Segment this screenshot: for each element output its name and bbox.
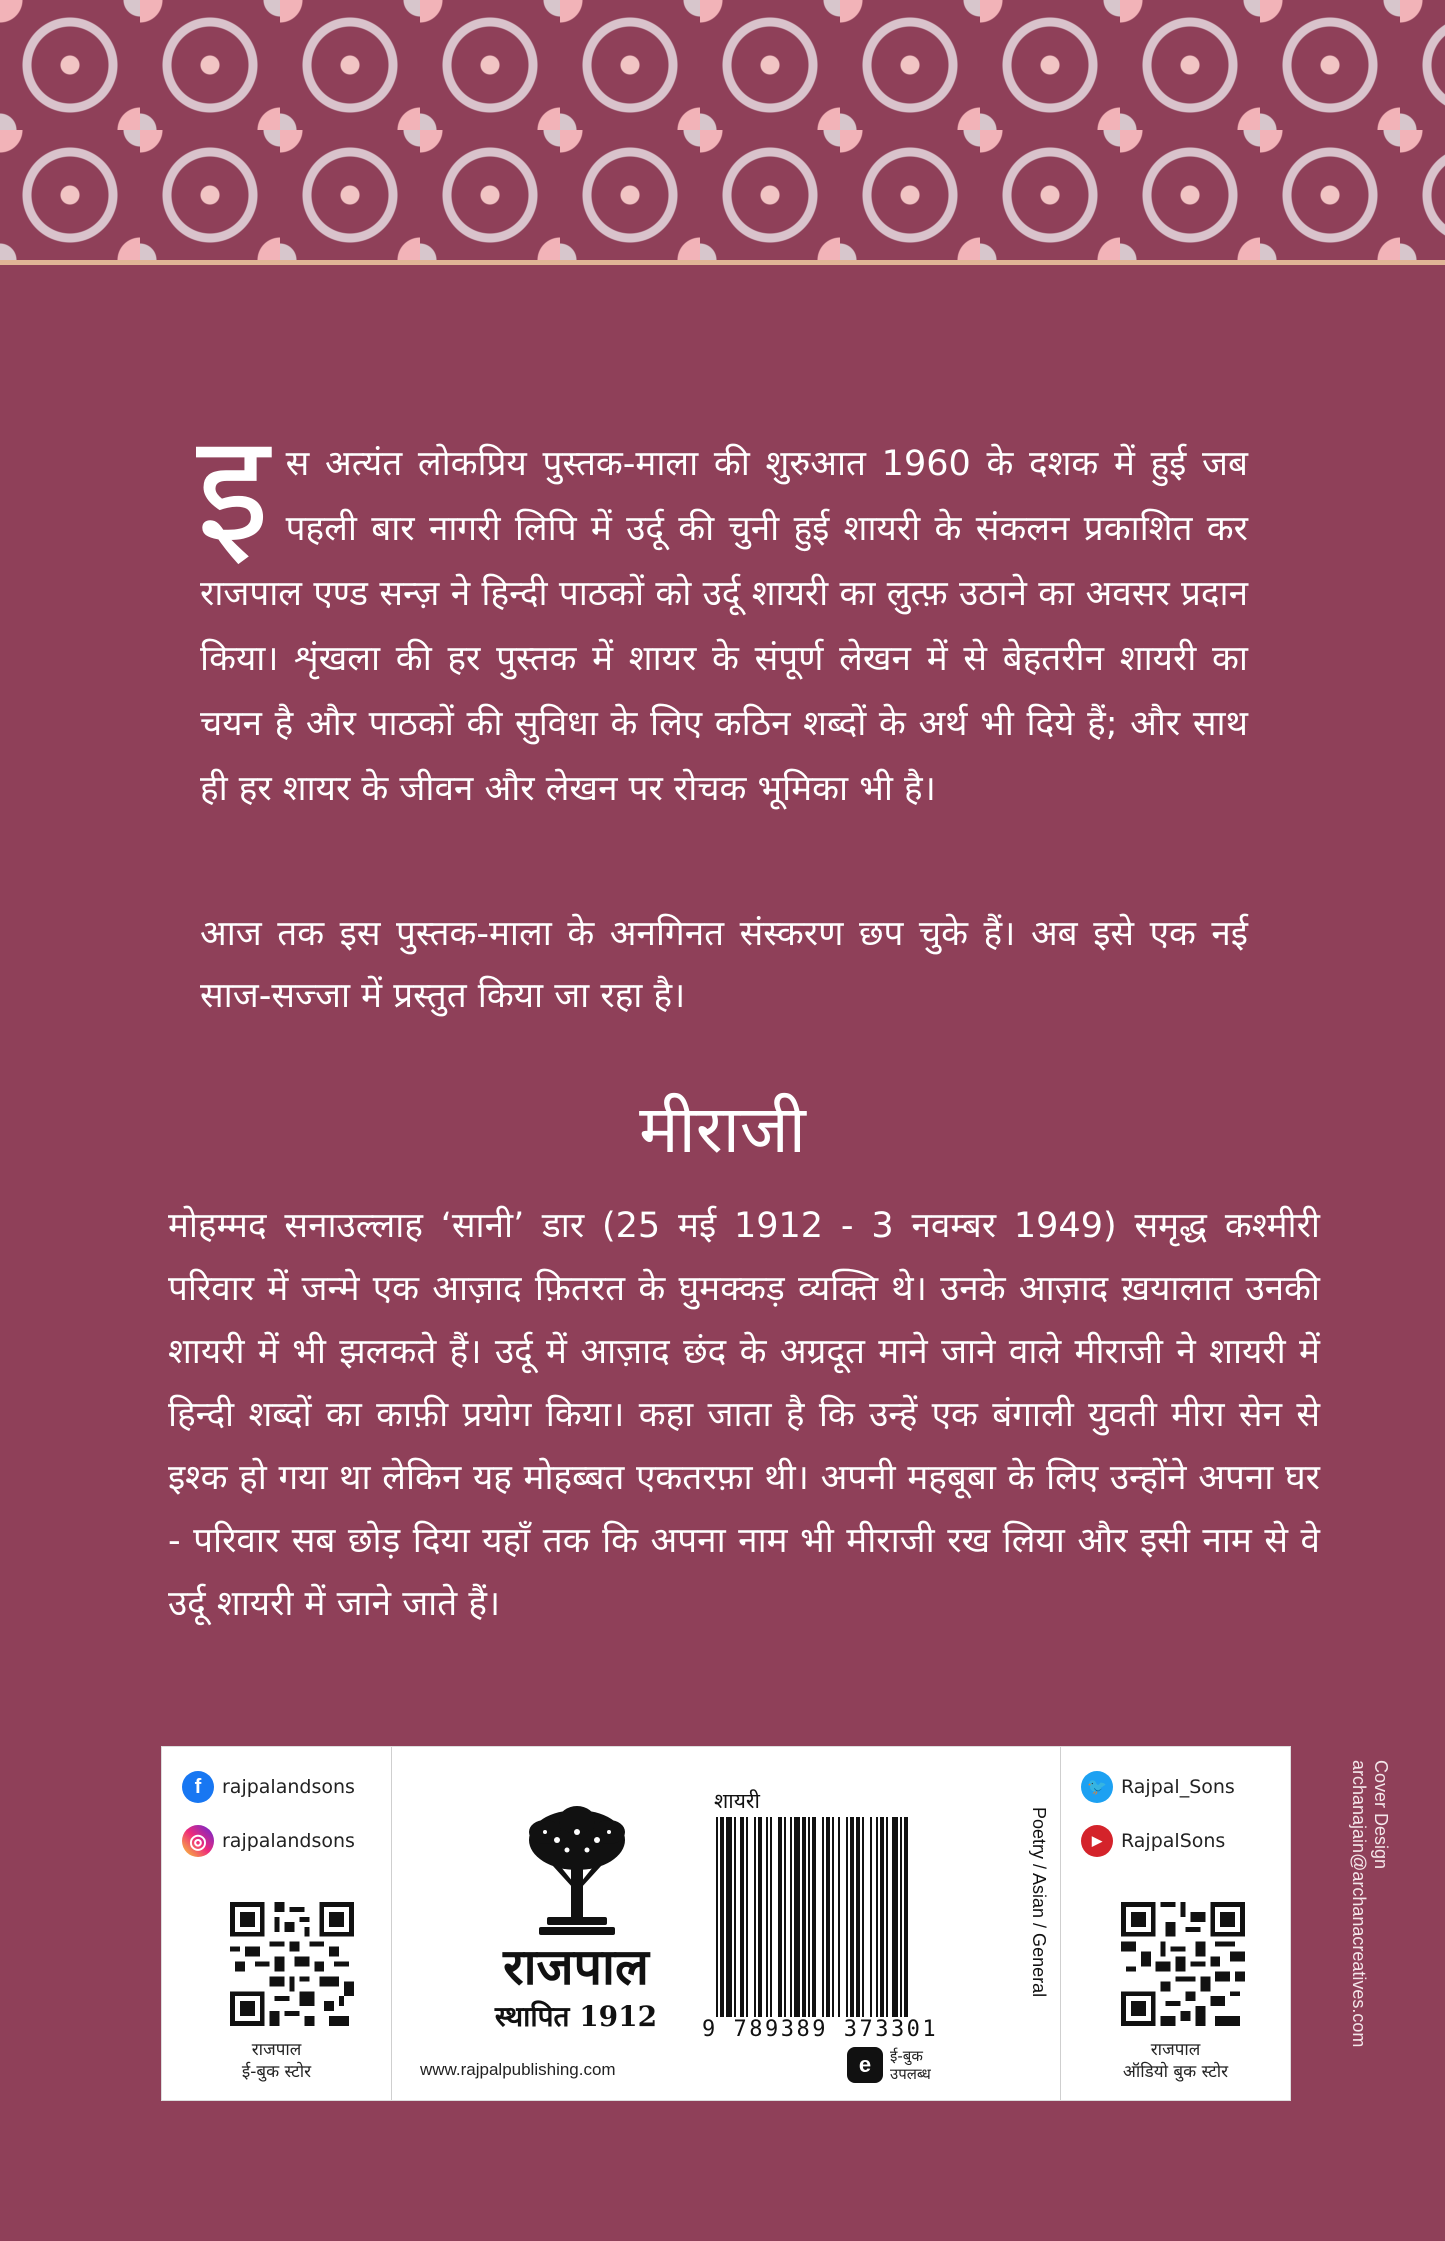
audiobook-store-qr-code[interactable] xyxy=(1121,1902,1245,2026)
ebook-store-label-line2: ई-बुक स्टोर xyxy=(241,2062,312,2082)
cover-design-label: Cover Design xyxy=(1371,1760,1391,1870)
pattern-divider xyxy=(0,260,1445,265)
facebook-link[interactable] xyxy=(182,1771,355,1803)
publisher-logo-wordmark: राजपाल xyxy=(503,1938,649,1996)
back-cover-info-panel xyxy=(162,1747,1290,2100)
ebook-available-label xyxy=(890,2047,931,2083)
genre-label: शायरी xyxy=(714,1789,760,1813)
twitter-icon: 🐦 xyxy=(1081,1771,1113,1803)
youtube-handle: RajpalSons xyxy=(1121,1830,1226,1852)
ebook-available-icon: e xyxy=(847,2047,883,2083)
twitter-handle: Rajpal_Sons xyxy=(1121,1776,1235,1798)
cover-designer-email: archanajain@archanacreatives.com xyxy=(1349,1760,1369,2048)
publisher-established: स्थापित 1912 xyxy=(494,2000,658,2033)
ebook-store-label xyxy=(162,2039,391,2083)
instagram-link[interactable] xyxy=(182,1825,355,1857)
drop-cap: इ xyxy=(196,402,270,576)
isbn-barcode xyxy=(714,1817,1004,2017)
cover-design-credit xyxy=(1348,1760,1392,2047)
author-bio: मोहम्मद सनाउल्लाह ‘सानी’ डार (25 मई 1912 - 3 नवम्बर 1949) समृद्ध कश्मीरी परिवार में जन्मे एक आज़ाद फ़ितरत के घुमक्कड़ व्यक्ति थे। उनके आज़ाद ख़यालात उनकी शायरी में भी झलकते हैं। उर्दू में आज़ाद छंद के अग्रदूत माने जाने वाले मीराजी ने शायरी में हिन्दी शब्दों का काफ़ी प्रयोग किया। कहा जाता है कि उन्हें एक बंगाली युवती मीरा सेन से इश्क हो गया था लेकिन यह मोहब्बत एकतरफ़ा थी। अपनी महबूबा के लिए उन्होंने अपना घर - परिवार सब छोड़ दिया यहाँ तक कि अपना नाम भी मीराजी रख लिया और इसी नाम से वे उर्दू शायरी में जाने जाते हैं। xyxy=(168,1206,1320,1624)
audiobook-store-label xyxy=(1061,2039,1290,2083)
intro-paragraph-text: स अत्यंत लोकप्रिय पुस्तक-माला की शुरुआत 1960 के दशक में हुई जब पहली बार नागरी लिपि में उर्दू की चुनी हुई शायरी के संकलन प्रकाशित कर राजपाल एण्ड सन्ज़ ने हिन्दी पाठकों को उर्दू शायरी का लुत्फ़ उठाने का अवसर प्रदान किया। शृंखला की हर पुस्तक में शायर के संपूर्ण लेखन में से बेहतरीन शायरी का चयन है और पाठकों की सुविधा के लिए कठिन शब्दों के अर्थ भी दिये हैं; और साथ ही हर शायर के जीवन और लेखन पर रोचक भूमिका भी है। xyxy=(200,444,1248,809)
twitter-link[interactable] xyxy=(1081,1771,1235,1803)
intro-paragraph xyxy=(196,402,1248,822)
intro-paragraph-2: आज तक इस पुस्तक-माला के अनगिनत संस्करण छप चुके हैं। अब इसे एक नई साज-सज्जा में प्रस्तुत किया जा रहा है। xyxy=(200,914,1248,1016)
ebook-available-line2: उपलब्ध xyxy=(890,2065,931,2083)
ebook-store-qr-code[interactable] xyxy=(230,1902,354,2026)
ebook-store-label-line1: राजपाल xyxy=(251,2040,302,2060)
youtube-link[interactable] xyxy=(1081,1825,1225,1857)
audiobook-store-label-line1: राजपाल xyxy=(1150,2040,1201,2060)
author-title: मीराजी xyxy=(639,1091,806,1168)
social-right-column xyxy=(1061,1747,1290,2100)
audiobook-store-label-line2: ऑडियो बुक स्टोर xyxy=(1122,2062,1229,2082)
youtube-icon: ▶ xyxy=(1081,1825,1113,1857)
publisher-barcode-column xyxy=(392,1747,1061,2100)
isbn-digits: 9 789389 373301 xyxy=(702,2017,939,2042)
book-category: Poetry / Asian / General xyxy=(1029,1807,1049,1998)
publisher-website-link[interactable]: www.rajpalpublishing.com xyxy=(420,2060,616,2079)
facebook-icon: f xyxy=(182,1771,214,1803)
publisher-tree-logo-icon xyxy=(517,1802,637,1937)
decorative-pattern-band xyxy=(0,0,1445,260)
ebook-available-line1: ई-बुक xyxy=(890,2047,923,2065)
social-left-column xyxy=(162,1747,392,2100)
instagram-icon: ◎ xyxy=(182,1825,214,1857)
instagram-handle: rajpalandsons xyxy=(222,1830,355,1852)
facebook-handle: rajpalandsons xyxy=(222,1776,355,1798)
